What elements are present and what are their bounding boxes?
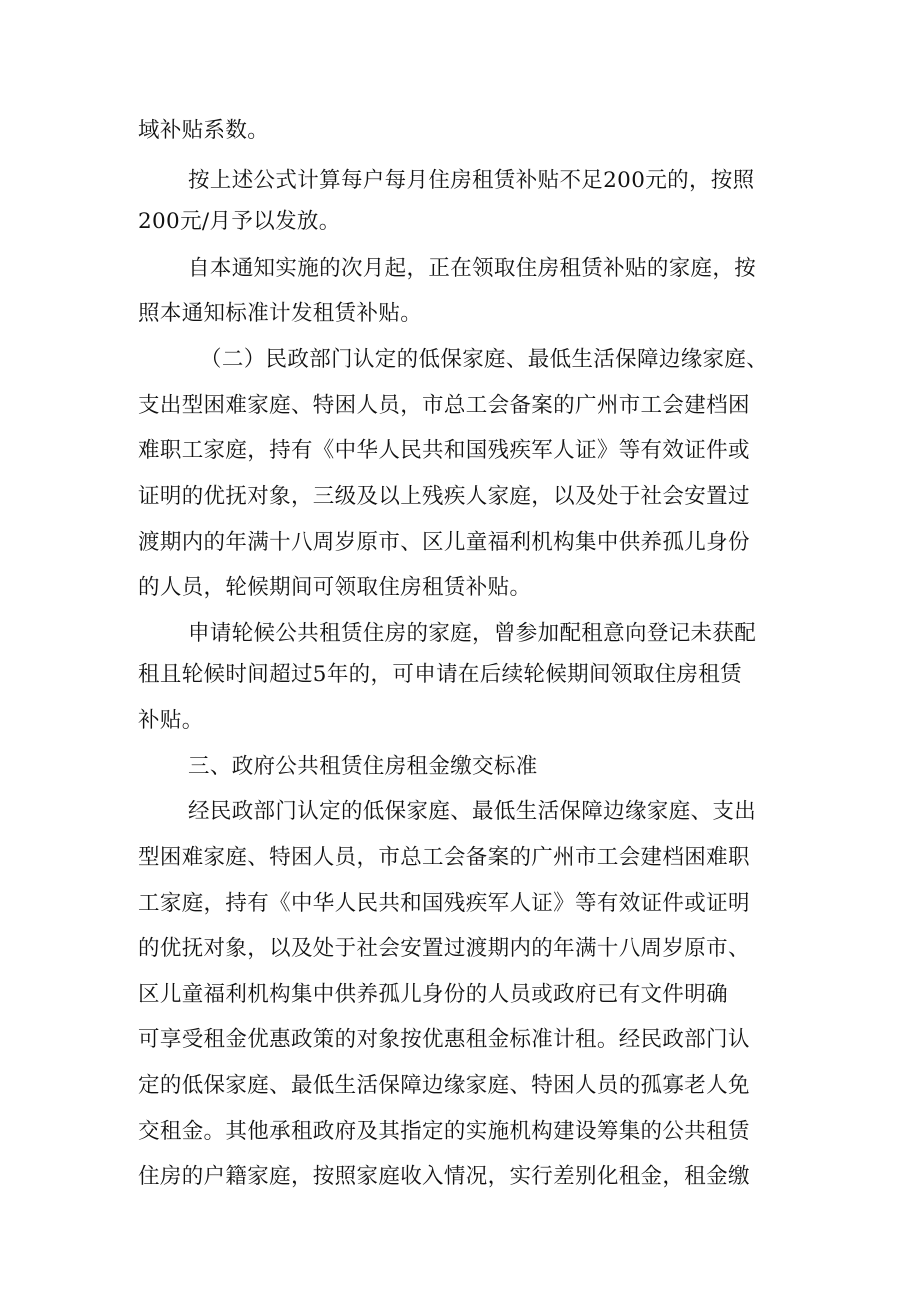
text-line: 200元/月予以发放。 (138, 209, 341, 234)
text-line: 工家庭，持有《中华人民共和国残疾军人证》等有效证件或证明 (138, 891, 750, 916)
text-line: 型困难家庭、特困人员，市总工会备案的广州市工会建档困难职 (138, 845, 750, 870)
text-line: 域补贴系数。 (138, 118, 270, 143)
text-line: 的人员，轮候期间可领取住房租赁补贴。 (138, 575, 532, 600)
text-line: 可享受租金优惠政策的对象按优惠租金标准计租。经民政部门认 (138, 1027, 750, 1052)
text-line: 定的低保家庭、最低生活保障边缘家庭、特困人员的孤寡老人免 (138, 1073, 750, 1098)
text-line: 照本通知标准计发租赁补贴。 (138, 301, 423, 326)
text-line: 难职工家庭，持有《中华人民共和国残疾军人证》等有效证件或 (138, 438, 750, 463)
text-line: 住房的户籍家庭，按照家庭收入情况，实行差别化租金，租金缴 (138, 1164, 750, 1189)
section-heading: 三、政府公共租赁住房租金缴交标准 (188, 754, 538, 779)
text-line: 渡期内的年满十八周岁原市、区儿童福利机构集中供养孤儿身份 (138, 530, 750, 555)
text-line: 区儿童福利机构集中供养孤儿身份的人员或政府已有文件明确 (138, 982, 728, 1007)
text-line: 证明的优抚对象，三级及以上残疾人家庭，以及处于社会安置过 (138, 484, 750, 509)
text-line: 的优抚对象，以及处于社会安置过渡期内的年满十八周岁原市、 (138, 936, 750, 961)
text-line: （二）民政部门认定的低保家庭、最低生活保障边缘家庭、 (200, 347, 769, 372)
text-line: 交租金。其他承租政府及其指定的实施机构建设筹集的公共租赁 (138, 1119, 750, 1144)
text-line: 经民政部门认定的低保家庭、最低生活保障边缘家庭、支出 (188, 799, 757, 824)
text-line: 支出型困难家庭、特困人员，市总工会备案的广州市工会建档困 (138, 393, 750, 418)
text-line: 申请轮候公共租赁住房的家庭，曾参加配租意向登记未获配 (188, 621, 757, 646)
text-line: 自本通知实施的次月起，正在领取住房租赁补贴的家庭，按 (188, 256, 757, 281)
text-line: 租且轮候时间超过5年的，可申请在后续轮候期间领取住房租赁 (138, 662, 742, 687)
text-line: 按上述公式计算每户每月住房租赁补贴不足200元的，按照 (188, 168, 755, 193)
text-line: 补贴。 (138, 708, 204, 733)
